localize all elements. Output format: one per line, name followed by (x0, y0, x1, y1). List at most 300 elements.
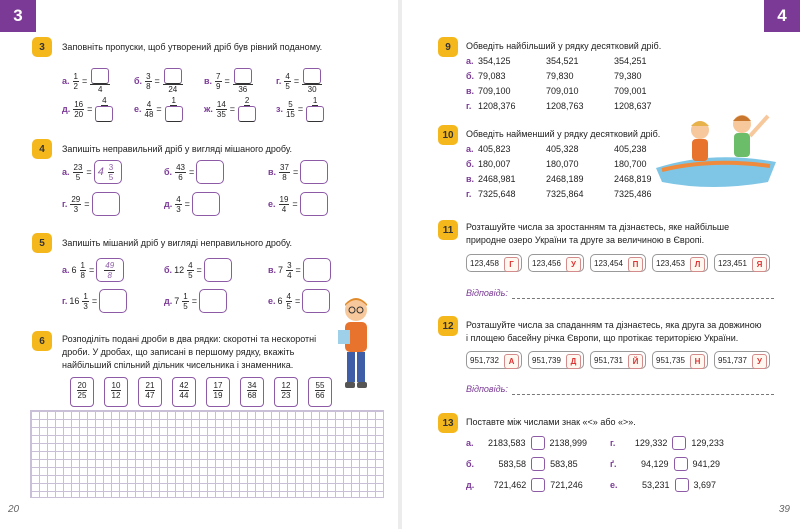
fraction (72, 381, 92, 400)
equation (62, 258, 124, 282)
item-letter: г. (62, 296, 68, 306)
numerator: 1 (83, 291, 88, 301)
decimal-number[interactable]: 1208,376 (478, 101, 516, 111)
item-letter: г. (610, 438, 616, 448)
number-chip[interactable] (590, 254, 646, 272)
chip-letter: П (628, 257, 643, 272)
fraction (276, 381, 296, 400)
fraction (73, 163, 84, 182)
answer-grid[interactable] (30, 410, 384, 498)
item-letter: д. (164, 296, 173, 306)
numerator: 17 (213, 381, 223, 390)
decimal-number[interactable]: 1208,763 (546, 101, 584, 111)
numerator: 10 (111, 381, 121, 390)
task-badge: 10 (438, 125, 458, 145)
numerator: 4 (102, 96, 107, 105)
fraction (165, 96, 183, 122)
numerator: 7 (216, 71, 221, 81)
item-letter: а. (466, 438, 474, 448)
item-letter: в. (268, 265, 277, 275)
mixed-whole: 7 (278, 265, 284, 275)
denominator: 6 (178, 172, 183, 182)
blank-box[interactable] (165, 106, 183, 122)
denominator: 9 (216, 81, 221, 91)
equals-sign: = (294, 296, 301, 306)
decimal-number[interactable]: 1208,637 (614, 101, 652, 111)
fraction (286, 261, 292, 280)
blank-box[interactable] (164, 68, 182, 84)
decimal-number[interactable]: 79,083 (478, 71, 506, 81)
right-number: 583,85 (550, 459, 578, 469)
fraction (233, 68, 253, 94)
comparison (610, 436, 724, 450)
item-letter: а. (62, 76, 70, 86)
mixed-whole: 12 (174, 265, 185, 275)
equation (62, 96, 114, 122)
fraction-card[interactable] (104, 377, 128, 407)
equation (164, 289, 227, 313)
chip-number: 123,451 (718, 258, 747, 268)
chip-number: 951,731 (594, 355, 623, 365)
denominator: 4 (287, 270, 292, 280)
right-page (402, 0, 800, 529)
numerator: 4 (286, 291, 291, 301)
denominator: 36 (238, 85, 248, 94)
chapter-tab: 3 (0, 0, 36, 32)
sign-box[interactable] (531, 478, 545, 492)
equation (62, 160, 122, 184)
fraction-card[interactable] (70, 377, 94, 407)
numerator: 1 (183, 291, 188, 301)
decimal-number[interactable]: 2468,819 (614, 174, 652, 184)
answer-box[interactable] (302, 289, 330, 313)
denominator: 47 (145, 391, 155, 400)
answer-box[interactable] (303, 258, 331, 282)
blank-box[interactable] (95, 106, 113, 122)
fraction (140, 381, 160, 400)
fraction (163, 68, 183, 94)
kids-boat-illustration (652, 110, 780, 194)
denominator: 48 (144, 109, 154, 119)
denominator: 5 (183, 301, 188, 311)
numerator: 12 (281, 381, 291, 390)
answer-line[interactable] (512, 298, 774, 299)
chip-letter: Н (690, 354, 705, 369)
row-letter: г. (466, 189, 472, 199)
item-letter: а. (62, 265, 70, 275)
equals-sign: = (91, 296, 98, 306)
answer-box[interactable] (300, 192, 328, 216)
task-text: Обведіть найбільший у рядку десятковий дріб. (466, 41, 662, 51)
denominator: 3 (176, 204, 181, 214)
chip-number: 951,739 (532, 355, 561, 365)
item-letter: г. (62, 199, 68, 209)
sign-box[interactable] (675, 478, 689, 492)
item-letter: ґ. (610, 459, 617, 469)
answer-label: Відповідь: (466, 288, 508, 298)
denominator: 44 (179, 391, 189, 400)
answer-box[interactable] (192, 192, 220, 216)
fraction (80, 261, 86, 280)
equation (62, 68, 111, 94)
comparison (466, 478, 583, 492)
denominator: 5 (285, 81, 290, 91)
fraction (145, 72, 151, 91)
item-letter: д. (466, 480, 475, 490)
equation (276, 96, 325, 122)
chapter-tab: 4 (764, 0, 800, 32)
chip-letter: Й (628, 354, 643, 369)
sign-box[interactable] (674, 457, 688, 471)
blank-box[interactable] (234, 68, 252, 84)
row-letter: в. (466, 174, 475, 184)
fraction (208, 381, 228, 400)
comparison (610, 457, 720, 471)
equals-sign: = (297, 104, 304, 114)
fraction (175, 163, 186, 182)
task-text-line: дроби. У дробах, що записані в першому рядку, вкажіть (62, 347, 295, 357)
chip-letter: Г (504, 257, 519, 272)
right-number: 941,29 (692, 459, 721, 469)
left-number: 129,332 (634, 438, 668, 448)
number-chip[interactable] (652, 254, 708, 272)
equals-sign: = (292, 167, 299, 177)
equals-sign: = (229, 104, 236, 114)
denominator: 8 (107, 271, 112, 280)
decimal-number[interactable]: 709,010 (546, 86, 579, 96)
item-letter: е. (610, 480, 618, 490)
answer-label: Відповідь: (466, 384, 508, 394)
fraction (242, 381, 262, 400)
denominator: 12 (111, 391, 121, 400)
chip-number: 123,456 (532, 258, 561, 268)
sign-box[interactable] (531, 457, 545, 471)
number-chip[interactable] (590, 351, 646, 369)
numerator: 43 (176, 162, 185, 172)
left-number: 2183,583 (487, 438, 526, 448)
fraction (187, 261, 193, 280)
denominator: 2 (73, 81, 78, 91)
mixed-whole: 7 (174, 296, 180, 306)
answer-box[interactable] (196, 160, 224, 184)
task-badge: 9 (438, 37, 458, 57)
equals-sign: = (87, 104, 93, 114)
denominator: 25 (77, 391, 87, 400)
right-number: 2138,999 (549, 438, 588, 448)
equals-sign: = (84, 199, 90, 209)
answer-box[interactable] (204, 258, 232, 282)
decimal-number[interactable]: 405,823 (478, 144, 511, 154)
chip-number: 123,453 (656, 258, 685, 268)
decimal-number[interactable]: 180,007 (478, 159, 511, 169)
row-letter: а. (466, 56, 474, 66)
answer-box[interactable] (96, 258, 124, 282)
denominator (165, 106, 183, 122)
numerator: 37 (280, 162, 289, 172)
chip-number: 123,454 (594, 258, 623, 268)
decimal-number[interactable]: 354,251 (614, 56, 647, 66)
denominator (95, 106, 113, 122)
number-chip[interactable] (714, 351, 770, 369)
denominator: 15 (285, 109, 295, 119)
chip-number: 951,737 (718, 355, 747, 365)
left-number: 583,58 (498, 459, 527, 469)
equation (268, 160, 328, 184)
equation (204, 96, 257, 122)
equals-sign: = (184, 199, 190, 209)
numerator: 49 (105, 261, 115, 270)
fraction (104, 261, 115, 280)
numerator (233, 68, 253, 85)
decimal-number[interactable]: 7325,864 (546, 189, 584, 199)
equation (268, 258, 331, 282)
decimal-number[interactable]: 354,125 (478, 56, 511, 66)
denominator: 24 (168, 85, 178, 94)
row-letter: г. (466, 101, 472, 111)
left-page (0, 0, 398, 529)
numerator: 3 (287, 260, 292, 270)
equation (268, 192, 328, 216)
mixed-whole: 6 (71, 265, 77, 275)
fraction (215, 72, 221, 91)
equals-sign: = (188, 167, 195, 177)
chip-letter: Я (752, 257, 767, 272)
row-letter: в. (466, 86, 475, 96)
fraction (284, 72, 290, 91)
numerator: 4 (176, 194, 181, 204)
task-badge: 6 (32, 331, 52, 351)
equals-sign: = (81, 76, 88, 86)
number-chip[interactable] (528, 254, 584, 272)
chip-letter: Л (690, 257, 705, 272)
blank-box[interactable] (238, 106, 256, 122)
fraction (82, 292, 88, 311)
fraction-card[interactable] (172, 377, 196, 407)
denominator: 3 (83, 301, 88, 311)
mixed-whole: 6 (277, 296, 283, 306)
decimal-number[interactable]: 180,070 (546, 159, 579, 169)
numerator (163, 68, 183, 85)
number-chip[interactable] (466, 351, 522, 369)
equals-sign: = (292, 199, 298, 209)
mixed-whole: 16 (69, 296, 80, 306)
fraction (108, 163, 114, 182)
task-text-line: Розташуйте числа за спаданням та дізнаєтесь, яка друга за довжиною (466, 320, 762, 330)
numerator: 5 (288, 99, 293, 109)
denominator: 68 (247, 391, 257, 400)
fraction (279, 195, 290, 214)
item-letter: б. (466, 459, 475, 469)
chip-number: 123,458 (470, 258, 499, 268)
fraction-card[interactable] (206, 377, 230, 407)
numerator: 14 (216, 99, 226, 109)
denominator: 35 (216, 109, 226, 119)
decimal-number[interactable]: 405,328 (546, 144, 579, 154)
equation (134, 68, 184, 94)
sign-box[interactable] (672, 436, 686, 450)
fraction (95, 96, 113, 122)
denominator: 4 (281, 204, 287, 214)
item-letter: е. (268, 296, 276, 306)
fraction (174, 381, 194, 400)
left-number: 721,462 (493, 480, 527, 490)
fraction (182, 292, 188, 311)
numerator: 21 (145, 381, 155, 390)
item-letter: е. (268, 199, 276, 209)
numerator: 29 (71, 194, 81, 204)
denominator: 23 (281, 391, 291, 400)
blank-box[interactable] (91, 68, 109, 84)
right-number: 3,697 (693, 480, 717, 490)
numerator: 3 (108, 163, 114, 172)
decimal-number[interactable]: 709,001 (614, 86, 647, 96)
decimal-number[interactable]: 180,700 (614, 159, 647, 169)
task-text-line: найбільший спільний дільник чисельника і знаменника. (62, 360, 294, 370)
right-number: 129,233 (691, 438, 724, 448)
chip-letter: А (504, 354, 519, 369)
denominator: 66 (315, 391, 325, 400)
fraction (286, 100, 295, 119)
answer-box[interactable] (300, 160, 328, 184)
answer-box[interactable] (92, 192, 120, 216)
equals-sign: = (293, 76, 300, 86)
comparison (610, 478, 716, 492)
right-number: 721,246 (550, 480, 583, 490)
equals-sign: = (154, 76, 160, 86)
item-letter: г. (276, 76, 282, 86)
fraction (306, 96, 324, 122)
numerator: 19 (279, 194, 289, 204)
equation (164, 192, 220, 216)
equals-sign: = (196, 265, 202, 275)
task-text-line: і площею басейну річка Європи, що протікає територією України. (466, 333, 739, 343)
row-letter: б. (466, 71, 475, 81)
comparison (466, 457, 578, 471)
numerator: 16 (74, 99, 84, 109)
chip-letter: У (752, 354, 767, 369)
decimal-number[interactable]: 79,830 (546, 71, 574, 81)
answer-box[interactable] (94, 160, 122, 184)
fraction-card[interactable] (274, 377, 298, 407)
denominator (238, 106, 256, 122)
blank-box[interactable] (303, 68, 321, 84)
numerator: 4 (188, 260, 193, 270)
task-badge: 5 (32, 233, 52, 253)
decimal-number[interactable]: 2468,981 (478, 174, 516, 184)
boy-illustration (336, 296, 376, 390)
equation (62, 289, 127, 313)
numerator: 1 (73, 71, 78, 81)
fraction (73, 72, 79, 91)
fraction (70, 195, 81, 214)
equals-sign: = (224, 76, 230, 86)
numerator: 20 (77, 381, 87, 390)
item-letter: в. (268, 167, 277, 177)
fraction (175, 195, 181, 214)
decimal-number[interactable]: 7325,648 (478, 189, 516, 199)
equals-sign: = (295, 265, 301, 275)
denominator: 5 (188, 270, 193, 280)
decimal-number[interactable]: 354,521 (546, 56, 579, 66)
numerator: 42 (179, 381, 189, 390)
sign-box[interactable] (531, 436, 545, 450)
numerator: 4 (285, 71, 290, 81)
chip-number: 951,732 (470, 355, 499, 365)
equation (268, 289, 330, 313)
denominator: 8 (146, 81, 151, 91)
equals-sign: = (88, 265, 95, 275)
task-text-line: Розташуйте числа за зростанням та дізнаєтесь, яке найбільше (466, 222, 730, 232)
numerator: 4 (146, 99, 152, 109)
numerator (90, 68, 110, 85)
numerator: 34 (247, 381, 257, 390)
item-letter: е. (134, 104, 142, 114)
equals-sign: = (86, 167, 92, 177)
fraction-card[interactable] (138, 377, 162, 407)
item-letter: ж. (204, 104, 213, 114)
fraction (310, 381, 330, 400)
decimal-number[interactable]: 7325,486 (614, 189, 652, 199)
item-letter: д. (62, 104, 71, 114)
fraction (73, 100, 84, 119)
fraction (286, 292, 292, 311)
numerator: 55 (315, 381, 325, 390)
task-badge: 13 (438, 413, 458, 433)
denominator: 3 (73, 204, 79, 214)
equation (164, 258, 232, 282)
decimal-number[interactable]: 405,238 (614, 144, 647, 154)
fraction (216, 100, 227, 119)
page-number: 39 (778, 504, 790, 515)
decimal-number[interactable]: 79,380 (614, 71, 642, 81)
number-chip[interactable] (714, 254, 770, 272)
task-badge: 12 (438, 316, 458, 336)
number-chip[interactable] (528, 351, 584, 369)
item-letter: б. (134, 76, 143, 86)
fraction-card[interactable] (240, 377, 264, 407)
number-chip[interactable] (466, 254, 522, 272)
page-number: 20 (8, 504, 20, 515)
blank-box[interactable] (306, 106, 324, 122)
denominator: 30 (307, 85, 317, 94)
row-letter: а. (466, 144, 474, 154)
denominator: 20 (74, 109, 84, 119)
equals-sign: = (156, 104, 162, 114)
answer-line[interactable] (512, 394, 774, 395)
comparison (466, 436, 587, 450)
task-text: Запишіть неправильний дріб у вигляді мішаного дробу. (62, 144, 292, 154)
chip-letter: У (566, 257, 581, 272)
fraction-card[interactable] (308, 377, 332, 407)
item-letter: б. (164, 265, 173, 275)
answer-box[interactable] (199, 289, 227, 313)
task-text-line: Розподіліть подані дроби в два рядки: скоротні та нескоротні (62, 334, 317, 344)
equals-sign: = (191, 296, 197, 306)
chip-number: 951,735 (656, 355, 685, 365)
numerator: 1 (171, 96, 176, 105)
task-text: Запишіть мішаний дріб у вигляді неправильного дробу. (62, 238, 292, 248)
equation (134, 96, 184, 122)
numerator: 2 (244, 96, 250, 105)
task-text: Поставте між числами знак «<» або «>». (466, 417, 636, 427)
fraction (279, 163, 290, 182)
denominator: 5 (286, 301, 291, 311)
item-letter: д. (164, 199, 173, 209)
decimal-number[interactable]: 709,100 (478, 86, 511, 96)
decimal-number[interactable]: 2468,189 (546, 174, 584, 184)
answer-box[interactable] (99, 289, 127, 313)
number-chip[interactable] (652, 351, 708, 369)
